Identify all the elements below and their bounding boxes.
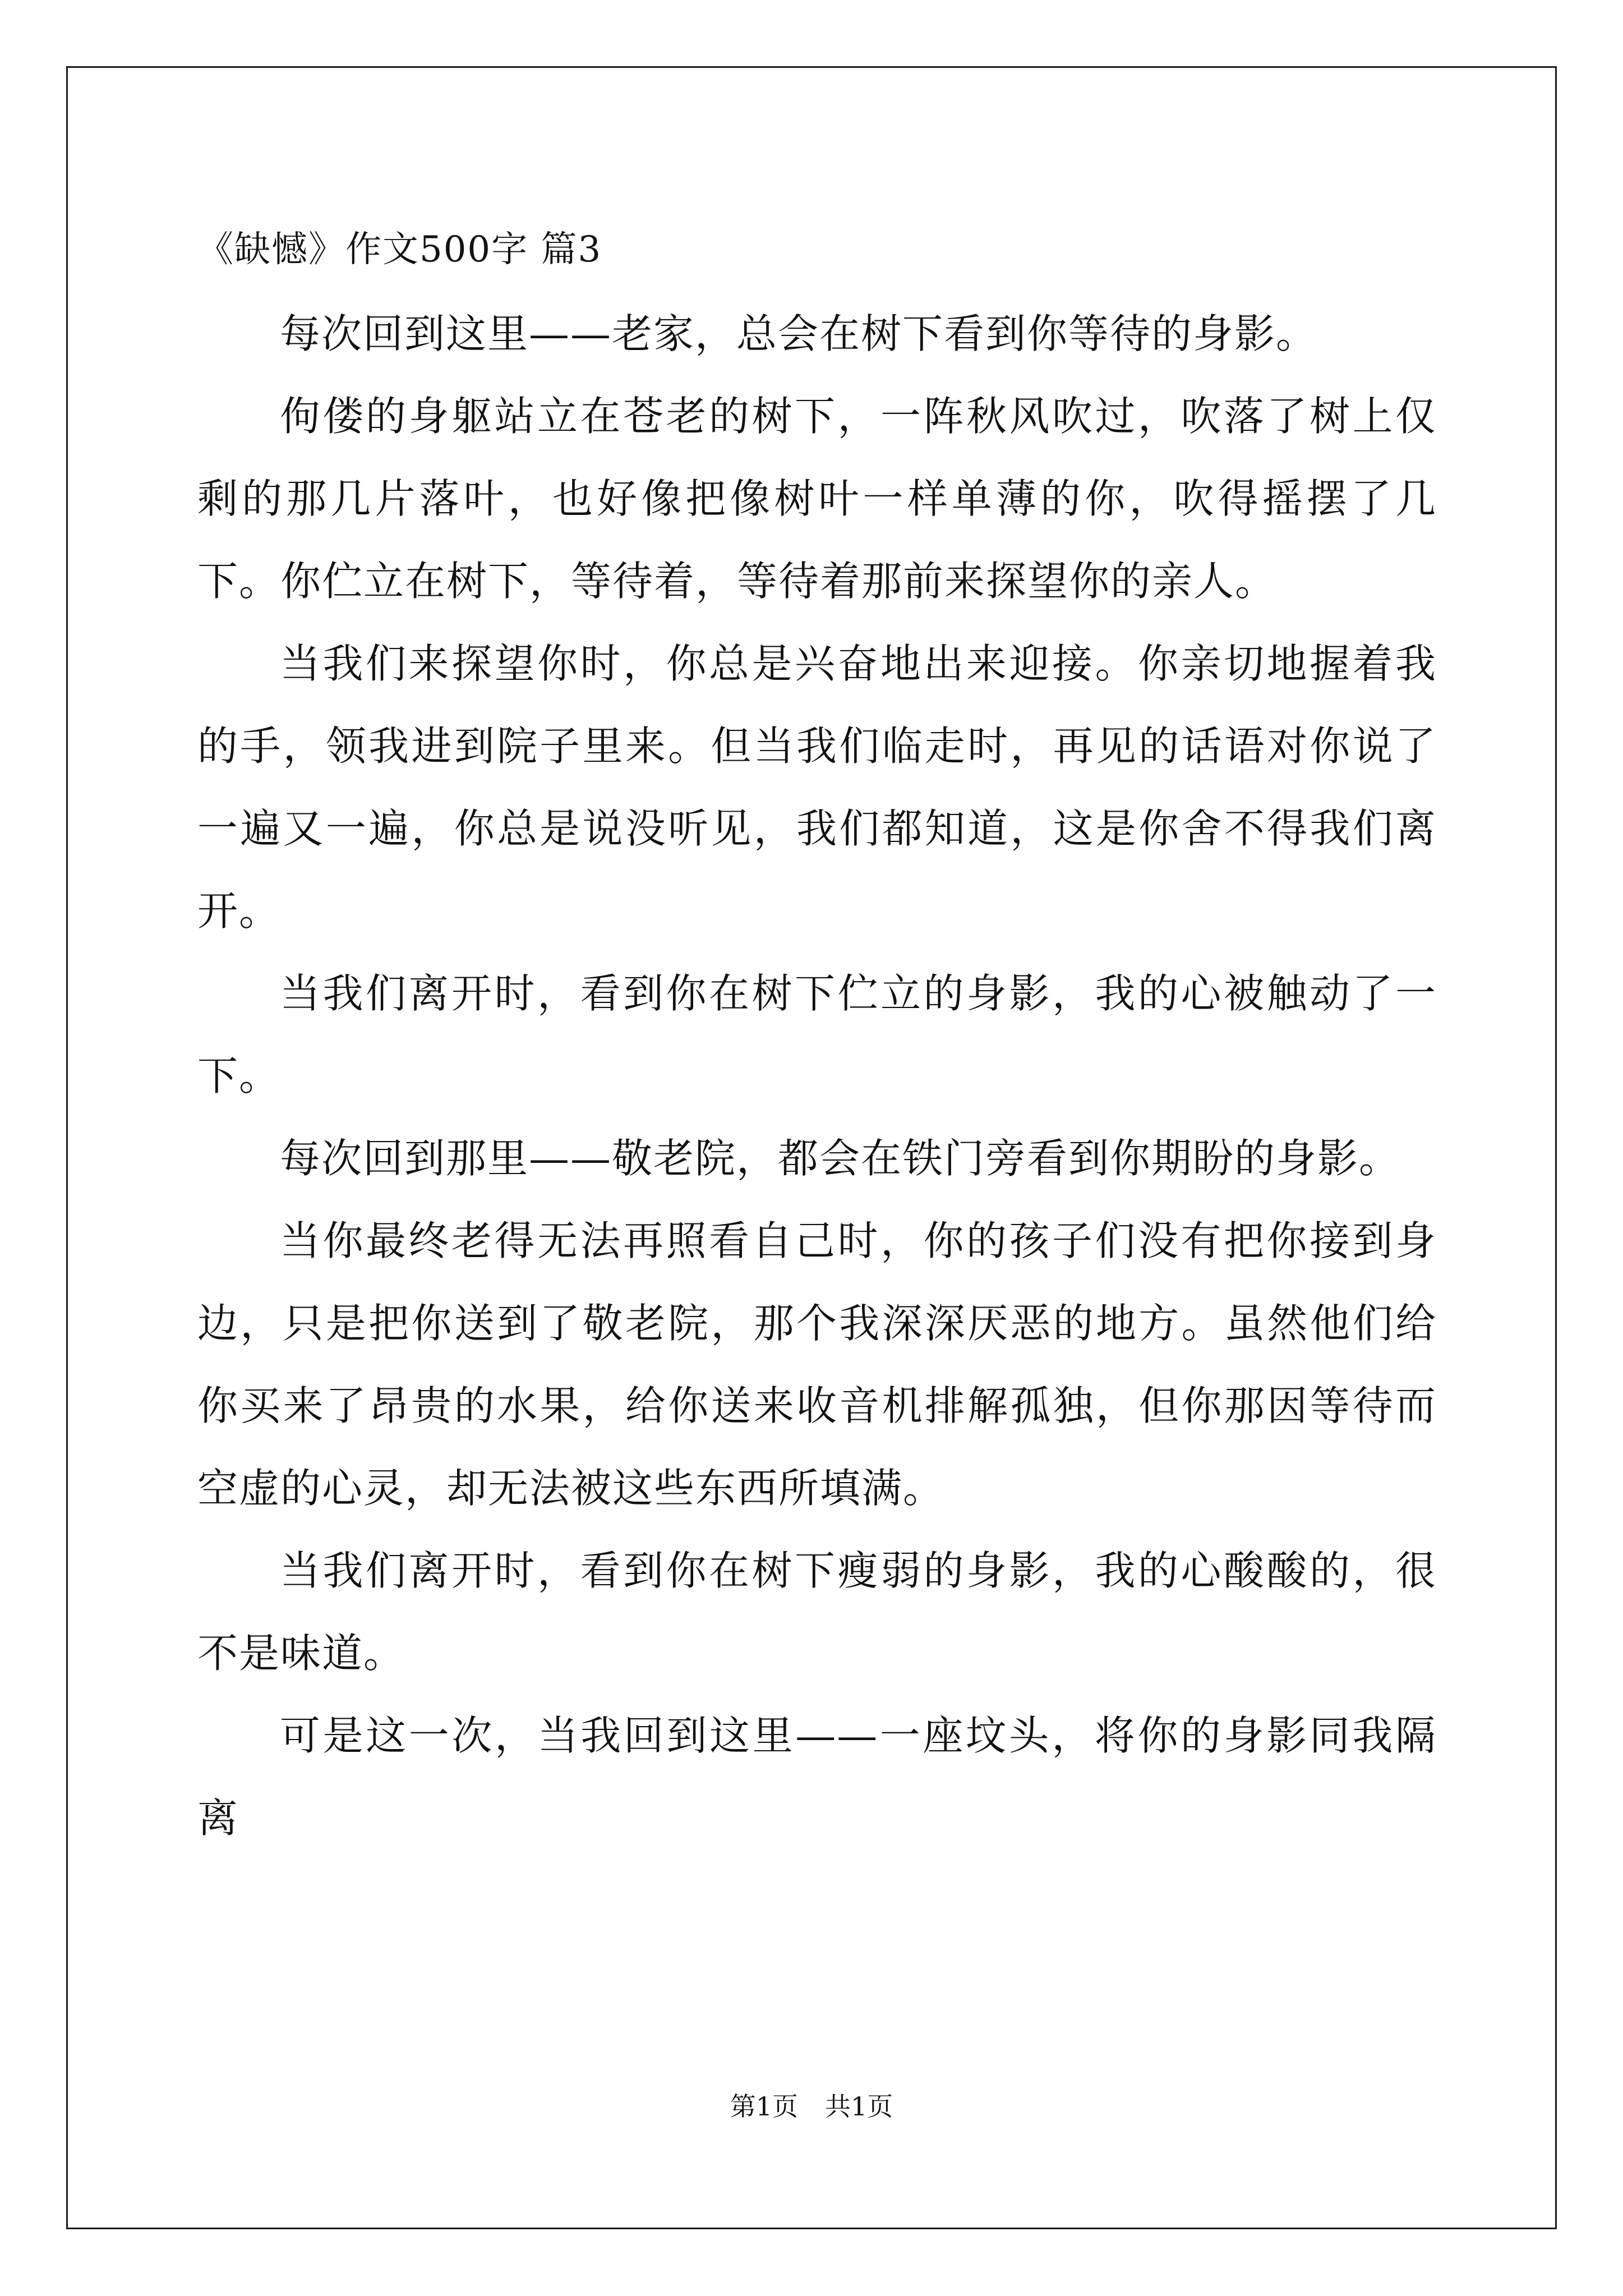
paragraph: 可是这一次，当我回到这里——一座坟头，将你的身影同我隔离: [197, 1712, 1437, 1842]
page-footer: [0, 2090, 1623, 2123]
page-total: 共1页: [825, 2091, 893, 2122]
paragraph: 佝偻的身躯站立在苍老的树下，一阵秋风吹过，吹落了树上仅剩的那几片落叶，也好像把像树叶一样单薄的你，吹得摇摆了几下。你伫立在树下，等待着，等待着那前来探望你的亲人。: [197, 393, 1437, 605]
paragraph: 当我们来探望你时，你总是兴奋地出来迎接。你亲切地握着我的手，领我进到院子里来。但当我们临走时，再见的话语对你说了一遍又一遍，你总是说没听见，我们都知道，这是你舍不得我们离开。: [197, 640, 1437, 935]
paragraph: 每次回到那里——敬老院，都会在铁门旁看到你期盼的身影。: [280, 1135, 1401, 1182]
paragraph: 每次回到这里——老家，总会在树下看到你等待的身影。: [280, 310, 1318, 357]
paragraph: 当我们离开时，看到你在树下伫立的身影，我的心被触动了一下。: [197, 970, 1437, 1099]
page-number: 第1页: [730, 2091, 798, 2122]
paragraph: 当你最终老得无法再照看自己时，你的孩子们没有把你接到身边，只是把你送到了敬老院，那个我深深厌恶的地方。虽然他们给你买来了昂贵的水果，给你送来收音机排解孤独，但你那因等待而空虚的心灵，却无法被这些东西所填满。: [197, 1217, 1437, 1512]
document-body: [197, 293, 1437, 1860]
paragraph: 当我们离开时，看到你在树下瘦弱的身影，我的心酸酸的，很不是味道。: [197, 1547, 1437, 1677]
document-title: 《缺憾》作文500字 篇3: [197, 229, 602, 270]
